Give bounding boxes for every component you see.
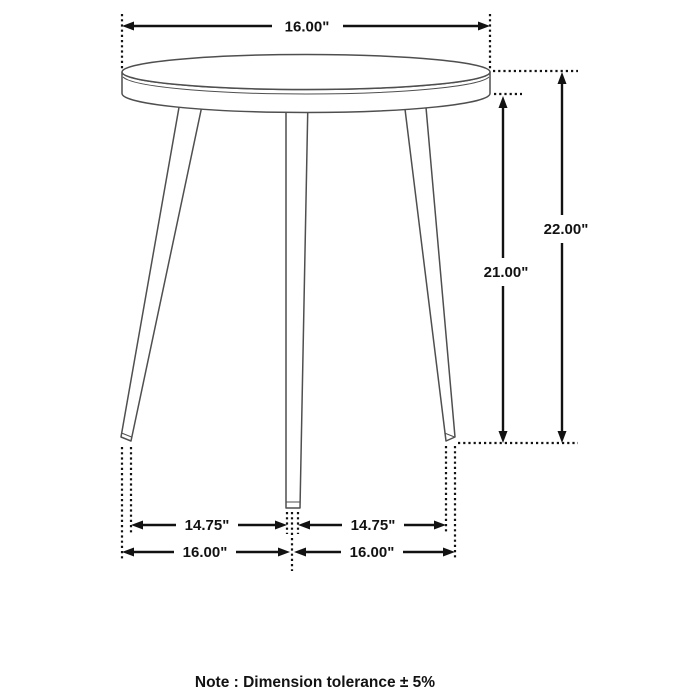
arrowhead-up [499, 96, 508, 108]
table-leg-left [121, 96, 203, 441]
arrowhead-up [558, 72, 567, 84]
arrowhead-left [294, 548, 306, 557]
dim-inner-span-right-label: 14.75" [350, 517, 396, 534]
dim-outer-span-left-label: 16.00" [182, 544, 228, 561]
dim-top-width-label: 16.00" [284, 18, 330, 36]
arrowhead-right [443, 548, 455, 557]
dim-outer-span-right-label: 16.00" [349, 544, 395, 561]
dim-underside-height-label: 21.00" [483, 264, 529, 281]
arrowhead-left [298, 521, 310, 530]
arrowhead-left [131, 521, 143, 530]
arrowhead-right [478, 22, 490, 31]
arrowhead-right [434, 521, 446, 530]
table-leg-right [404, 96, 455, 441]
arrowhead-right [278, 548, 290, 557]
tolerance-note: Note : Dimension tolerance ± 5% [194, 674, 436, 691]
table-leg-center [286, 98, 308, 508]
dim-inner-span-left-label: 14.75" [184, 517, 230, 534]
table-illustration [121, 55, 490, 509]
arrowhead-left [122, 22, 134, 31]
arrowhead-right [275, 521, 287, 530]
dim-heights [458, 71, 588, 443]
dim-overall-height-label: 22.00" [543, 221, 589, 238]
arrowhead-left [122, 548, 134, 557]
arrowhead-down [558, 431, 567, 443]
table-top-surface [122, 55, 490, 90]
arrowhead-down [499, 431, 508, 443]
